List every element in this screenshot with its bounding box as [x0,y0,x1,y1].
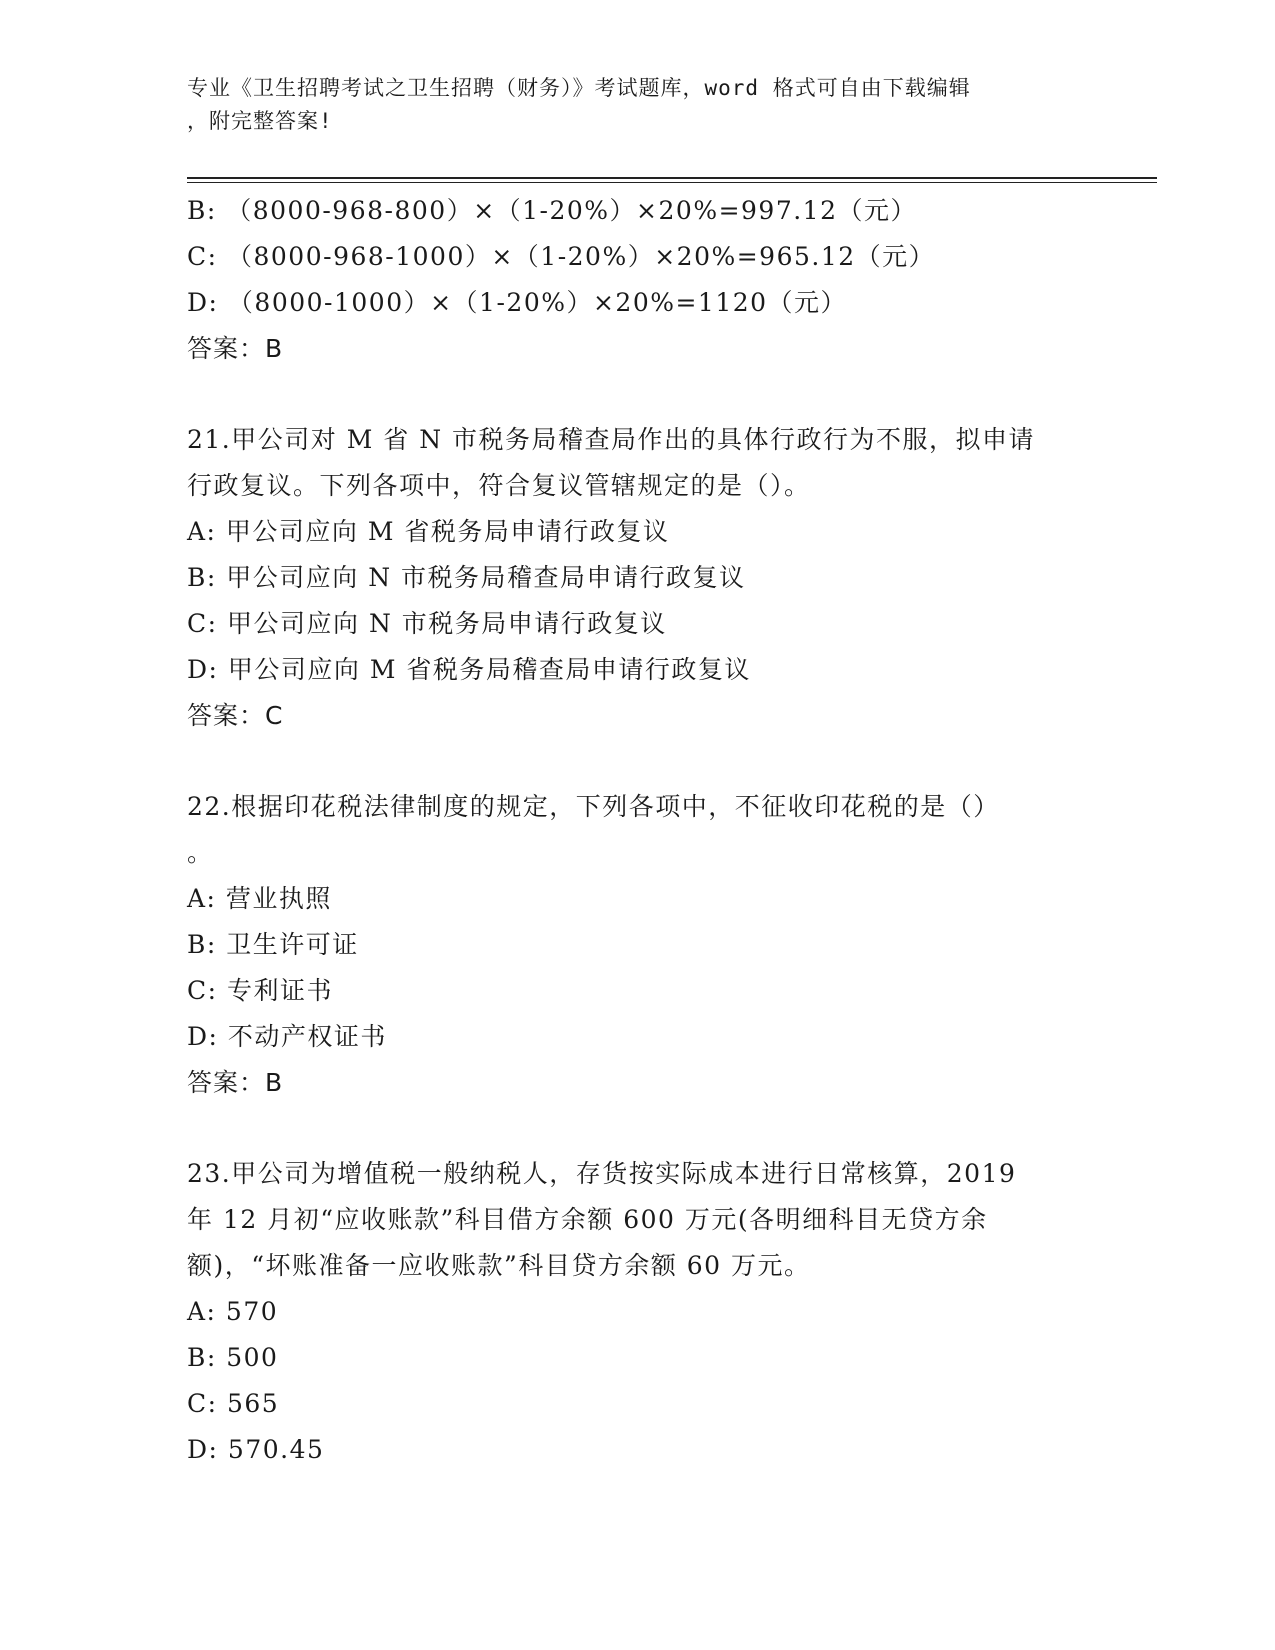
question-block-22 [187,784,1087,1106]
option-line: B: （8000-968-800）×（1-20%）×20%=997.12（元） [187,196,917,225]
option-line: D: 甲公司应向 M 省税务局稽查局申请行政复议 [187,655,751,684]
header-rule-thick [187,177,1157,179]
question-block-23 [187,1151,1087,1473]
option-line: A: 甲公司应向 M 省税务局申请行政复议 [187,517,670,546]
option-line: C: 565 [187,1389,280,1418]
answer-line: 答案：B [187,334,284,363]
option-line: C: 专利证书 [187,976,333,1005]
answer-line: 答案：B [187,1068,284,1097]
question-stem-line: 年 12 月初“应收账款”科目借方余额 600 万元(各明细科目无贷方余 [187,1205,988,1234]
answer-line: 答案：C [187,701,284,730]
header-line-1: 专业《卫生招聘考试之卫生招聘（财务）》考试题库，word 格式可自由下载编辑 [187,76,971,100]
header-line-2: ，附完整答案! [187,109,333,133]
option-line: D: 不动产权证书 [187,1022,387,1051]
question-block-21 [187,417,1087,739]
option-line: B: 卫生许可证 [187,930,359,959]
option-line: B: 500 [187,1343,279,1372]
question-block-prev [187,188,1087,372]
option-line: C: （8000-968-1000）×（1-20%）×20%=965.12（元） [187,242,936,271]
option-line: B: 甲公司应向 N 市税务局稽查局申请行政复议 [187,563,746,592]
option-line: A: 570 [187,1297,279,1326]
question-stem-line: 23.甲公司为增值税一般纳税人，存货按实际成本进行日常核算，2019 [187,1159,1017,1188]
header-rule-thin [187,182,1157,183]
option-line: D: （8000-1000）×（1-20%）×20%=1120（元） [187,288,848,317]
document-header [187,72,1067,138]
option-line: D: 570.45 [187,1435,325,1464]
option-line: A: 营业执照 [187,884,332,913]
question-stem-line: 额)，“坏账准备一应收账款”科目贷方余额 60 万元。 [187,1251,811,1280]
question-stem-line: 21.甲公司对 M 省 N 市税务局稽查局作出的具体行政行为不服，拟申请 [187,425,1036,454]
question-stem-line: 行政复议。下列各项中，符合复议管辖规定的是（）。 [187,471,811,500]
question-stem-line: 。 [187,838,214,867]
question-stem-line: 22.根据印花税法律制度的规定，下列各项中，不征收印花税的是（） [187,792,1000,821]
question-list [187,188,1087,1473]
option-line: C: 甲公司应向 N 市税务局申请行政复议 [187,609,667,638]
